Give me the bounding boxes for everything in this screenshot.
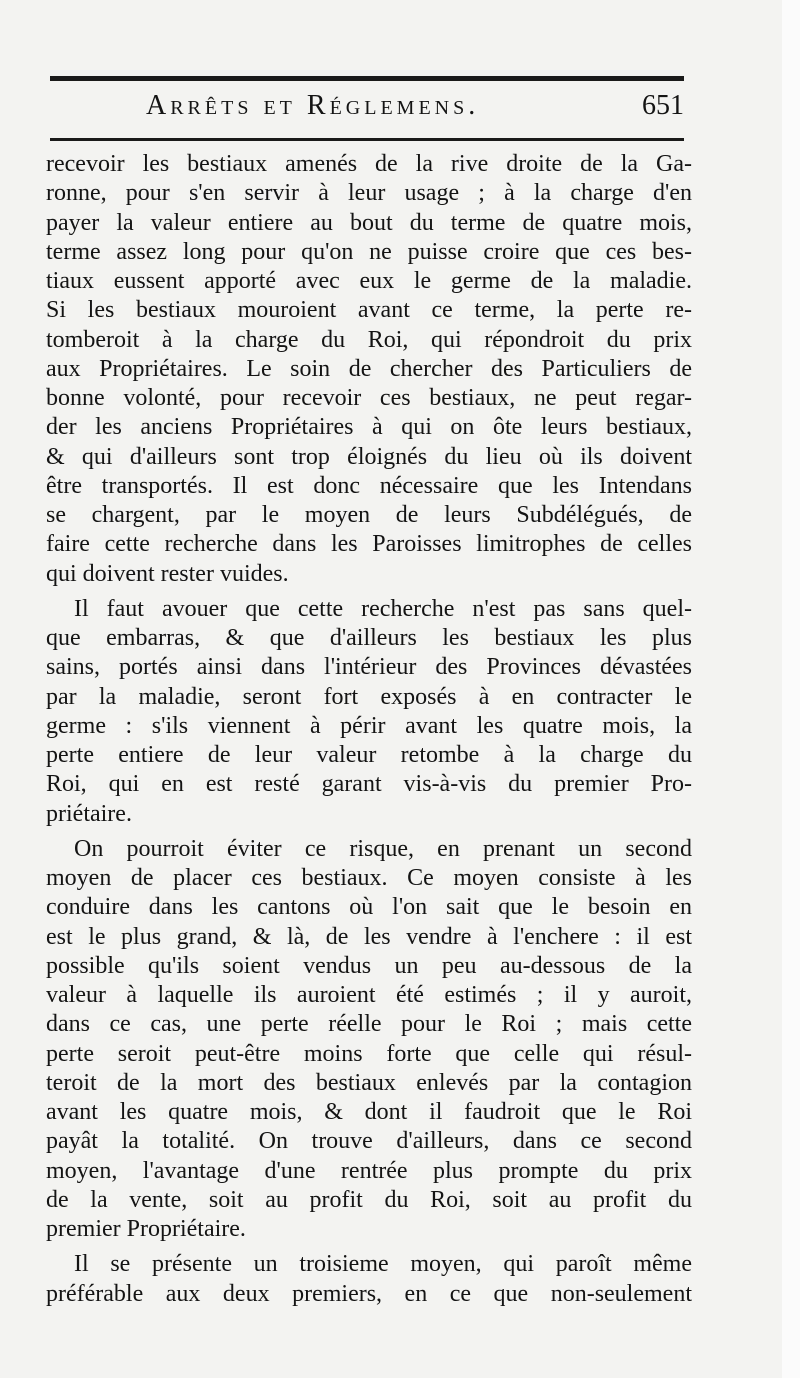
paragraph bbox=[46, 1250, 692, 1309]
text-line: possible qu'ils soient vendus un peu au-dessous de la bbox=[46, 952, 692, 979]
text-line: bonne volonté, pour recevoir ces bestiaux, ne peut regar- bbox=[46, 385, 692, 411]
paragraph bbox=[46, 595, 692, 829]
text-line: tomberoit à la charge du Roi, qui répondroit du prix bbox=[46, 326, 692, 353]
text-line: premier Propriétaire. bbox=[46, 1216, 246, 1242]
text-line: Il faut avouer que cette recherche n'est pas sans quel- bbox=[74, 595, 692, 622]
text-line: teroit de la mort des bestiaux enlevés par la contagion bbox=[46, 1069, 692, 1096]
paragraph bbox=[46, 150, 692, 589]
text-line: On pourroit éviter ce risque, en prenant un second bbox=[74, 835, 692, 862]
text-line: sains, portés ainsi dans l'intérieur des Provinces dévastées bbox=[46, 654, 692, 681]
running-title: Arrêts et Réglemens. bbox=[146, 90, 480, 121]
text-line: moyen, l'avantage d'une rentrée plus prompte du prix bbox=[46, 1157, 692, 1184]
paragraph bbox=[46, 835, 692, 1245]
text-line: est le plus grand, & là, de les vendre à l'enchere : il est bbox=[46, 923, 692, 950]
text-line: faire cette recherche dans les Paroisses limitrophes de celles bbox=[46, 531, 692, 558]
text-line: conduire dans les cantons où l'on sait que le besoin en bbox=[46, 894, 692, 921]
text-line: préférable aux deux premiers, en ce que non-seulement bbox=[46, 1280, 692, 1307]
text-line: aux Propriétaires. Le soin de chercher des Particuliers de bbox=[46, 355, 692, 382]
text-line: dans ce cas, une perte réelle pour le Roi ; mais cette bbox=[46, 1011, 692, 1038]
text-line: perte seroit peut-être moins forte que celle qui résul- bbox=[46, 1040, 692, 1067]
text-line: der les anciens Propriétaires à qui on ôte leurs bestiaux, bbox=[46, 414, 692, 441]
text-line: Roi, qui en est resté garant vis-à-vis du premier Pro- bbox=[46, 771, 692, 798]
text-line: payer la valeur entiere au bout du terme de quatre mois, bbox=[46, 209, 692, 236]
text-line: priétaire. bbox=[46, 800, 132, 827]
text-line: & qui d'ailleurs sont trop éloignés du lieu où ils doivent bbox=[46, 443, 692, 470]
text-line: par la maladie, seront fort exposés à en contracter le bbox=[46, 683, 692, 710]
header-rule-bottom bbox=[50, 138, 684, 141]
text-line: terme assez long pour qu'on ne puisse croire que ces bes- bbox=[46, 238, 692, 265]
text-line: recevoir les bestiaux amenés de la rive droite de la Ga- bbox=[46, 151, 692, 177]
text-line: ronne, pour s'en servir à leur usage ; à la charge d'en bbox=[46, 180, 692, 207]
text-line: valeur à laquelle ils auroient été estimés ; il y auroit, bbox=[46, 982, 692, 1008]
text-line: de la vente, soit au profit du Roi, soit au profit du bbox=[46, 1186, 692, 1213]
text-line: qui doivent rester vuides. bbox=[46, 560, 289, 587]
text-line: être transportés. Il est donc nécessaire que les Intendans bbox=[46, 472, 692, 499]
page-header bbox=[50, 86, 684, 136]
page-edge bbox=[782, 0, 800, 1378]
header-rule-top bbox=[50, 76, 684, 81]
text-line: tiaux eussent apporté avec eux le germe de la maladie. bbox=[46, 268, 692, 294]
text-line: avant les quatre mois, & dont il faudroit que le Roi bbox=[46, 1099, 692, 1125]
text-line: germe : s'ils viennent à périr avant les quatre mois, la bbox=[46, 712, 692, 739]
text-line: moyen de placer ces bestiaux. Ce moyen consiste à les bbox=[46, 865, 692, 891]
text-line: Il se présente un troisieme moyen, qui paroît même bbox=[74, 1251, 692, 1278]
text-line: payât la totalité. On trouve d'ailleurs, dans ce second bbox=[46, 1128, 692, 1155]
text-line: que embarras, & que d'ailleurs les bestiaux les plus bbox=[46, 625, 692, 651]
body-text bbox=[46, 150, 692, 1309]
text-line: perte entiere de leur valeur retombe à la charge du bbox=[46, 742, 692, 768]
text-line: Si les bestiaux mouroient avant ce terme, la perte re- bbox=[46, 297, 692, 324]
text-line: se chargent, par le moyen de leurs Subdélégués, de bbox=[46, 502, 692, 528]
page-number: 651 bbox=[642, 90, 684, 121]
